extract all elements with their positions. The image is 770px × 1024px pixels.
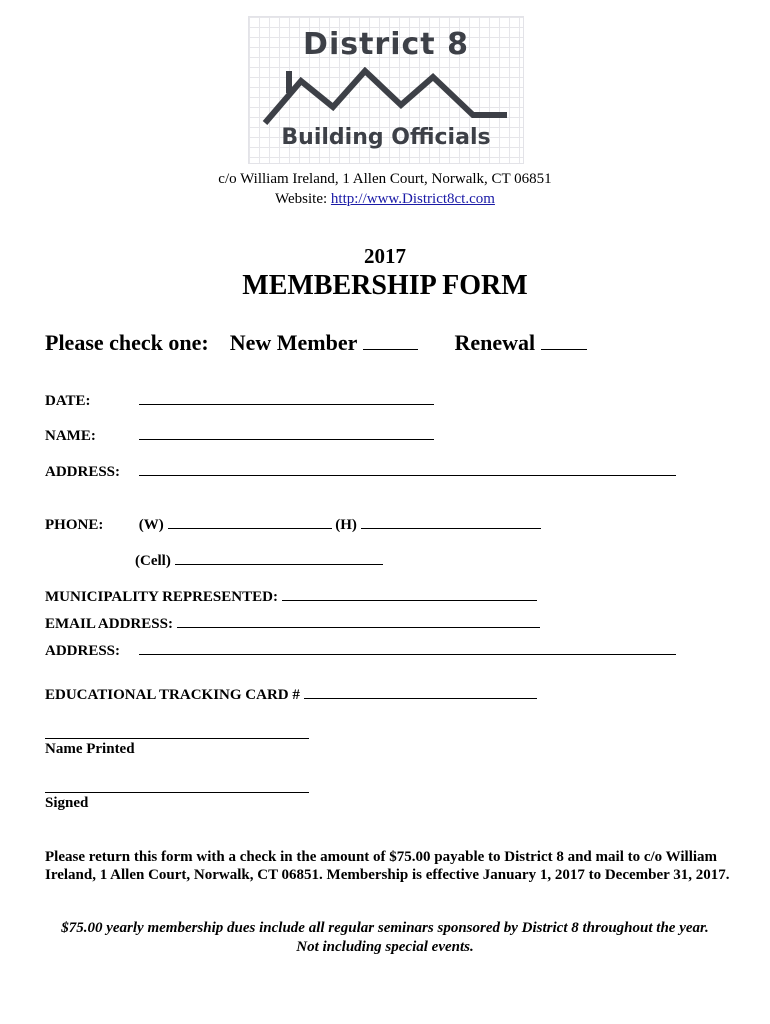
name-label: NAME: [45,428,96,444]
dues-note-line2: Not including special events. [296,939,474,955]
phone-cell-label: (Cell) [135,553,171,569]
rooftops-icon [261,67,511,127]
form-title: MEMBERSHIP FORM [242,270,528,301]
email-field[interactable] [177,626,540,628]
tracking-row [45,687,537,704]
name-printed-field[interactable] [45,737,309,739]
renewal-label: Renewal [454,330,536,355]
phone-row [45,517,541,534]
website-line [0,191,770,208]
signed-label: Signed [45,795,89,811]
phone-label: PHONE: [45,517,104,533]
municipality-row [45,589,537,606]
phone-work-field[interactable] [168,527,332,529]
new-member-label: New Member [229,330,357,355]
org-address: c/o William Ireland, 1 Allen Court, Norwalk, CT 06851 [218,171,552,187]
phone-home-label: (H) [335,517,357,533]
name-field[interactable] [139,438,434,440]
form-year: 2017 [364,244,406,268]
membership-type-row [45,330,587,356]
phone-home-field[interactable] [361,527,541,529]
check-one-label: Please check one: [45,330,209,355]
website-label: Website: [275,191,328,207]
address-field[interactable] [139,474,676,476]
email-label: EMAIL ADDRESS: [45,616,173,632]
signature-field[interactable] [45,791,309,793]
address2-label: ADDRESS: [45,643,121,659]
address2-field[interactable] [139,653,676,655]
logo-subtitle: Building Officials [281,125,491,150]
municipality-field[interactable] [282,599,537,601]
municipality-label: MUNICIPALITY REPRESENTED: [45,589,278,605]
address-label: ADDRESS: [45,464,121,480]
date-field[interactable] [139,403,434,405]
phone-cell-field[interactable] [175,563,383,565]
phone-cell-row [135,553,383,570]
district-8-logo [248,16,524,164]
website-link[interactable]: http://www.District8ct.com [330,191,495,207]
address-row [45,464,676,481]
return-instructions: Please return this form with a check in the amount of $75.00 payable to District 8 and mail to c/o William Ireland, 1 Allen Court, Norwalk, CT 06851. Membership is effective January 1, 2017 to December 31, 2017. [45,849,730,883]
phone-work-label: (W) [138,517,164,533]
logo-title: District 8 [303,27,469,62]
tracking-field[interactable] [304,697,537,699]
tracking-label: EDUCATIONAL TRACKING CARD # [45,687,300,703]
name-printed-label: Name Printed [45,741,135,757]
address2-row [45,643,676,660]
email-row [45,616,540,633]
renewal-blank[interactable] [541,348,587,350]
new-member-blank[interactable] [363,348,418,350]
date-row [45,393,434,410]
name-row [45,428,434,445]
dues-note-line1: $75.00 yearly membership dues include all regular seminars sponsored by District 8 throughout the year. [61,920,709,936]
date-label: DATE: [45,393,91,409]
